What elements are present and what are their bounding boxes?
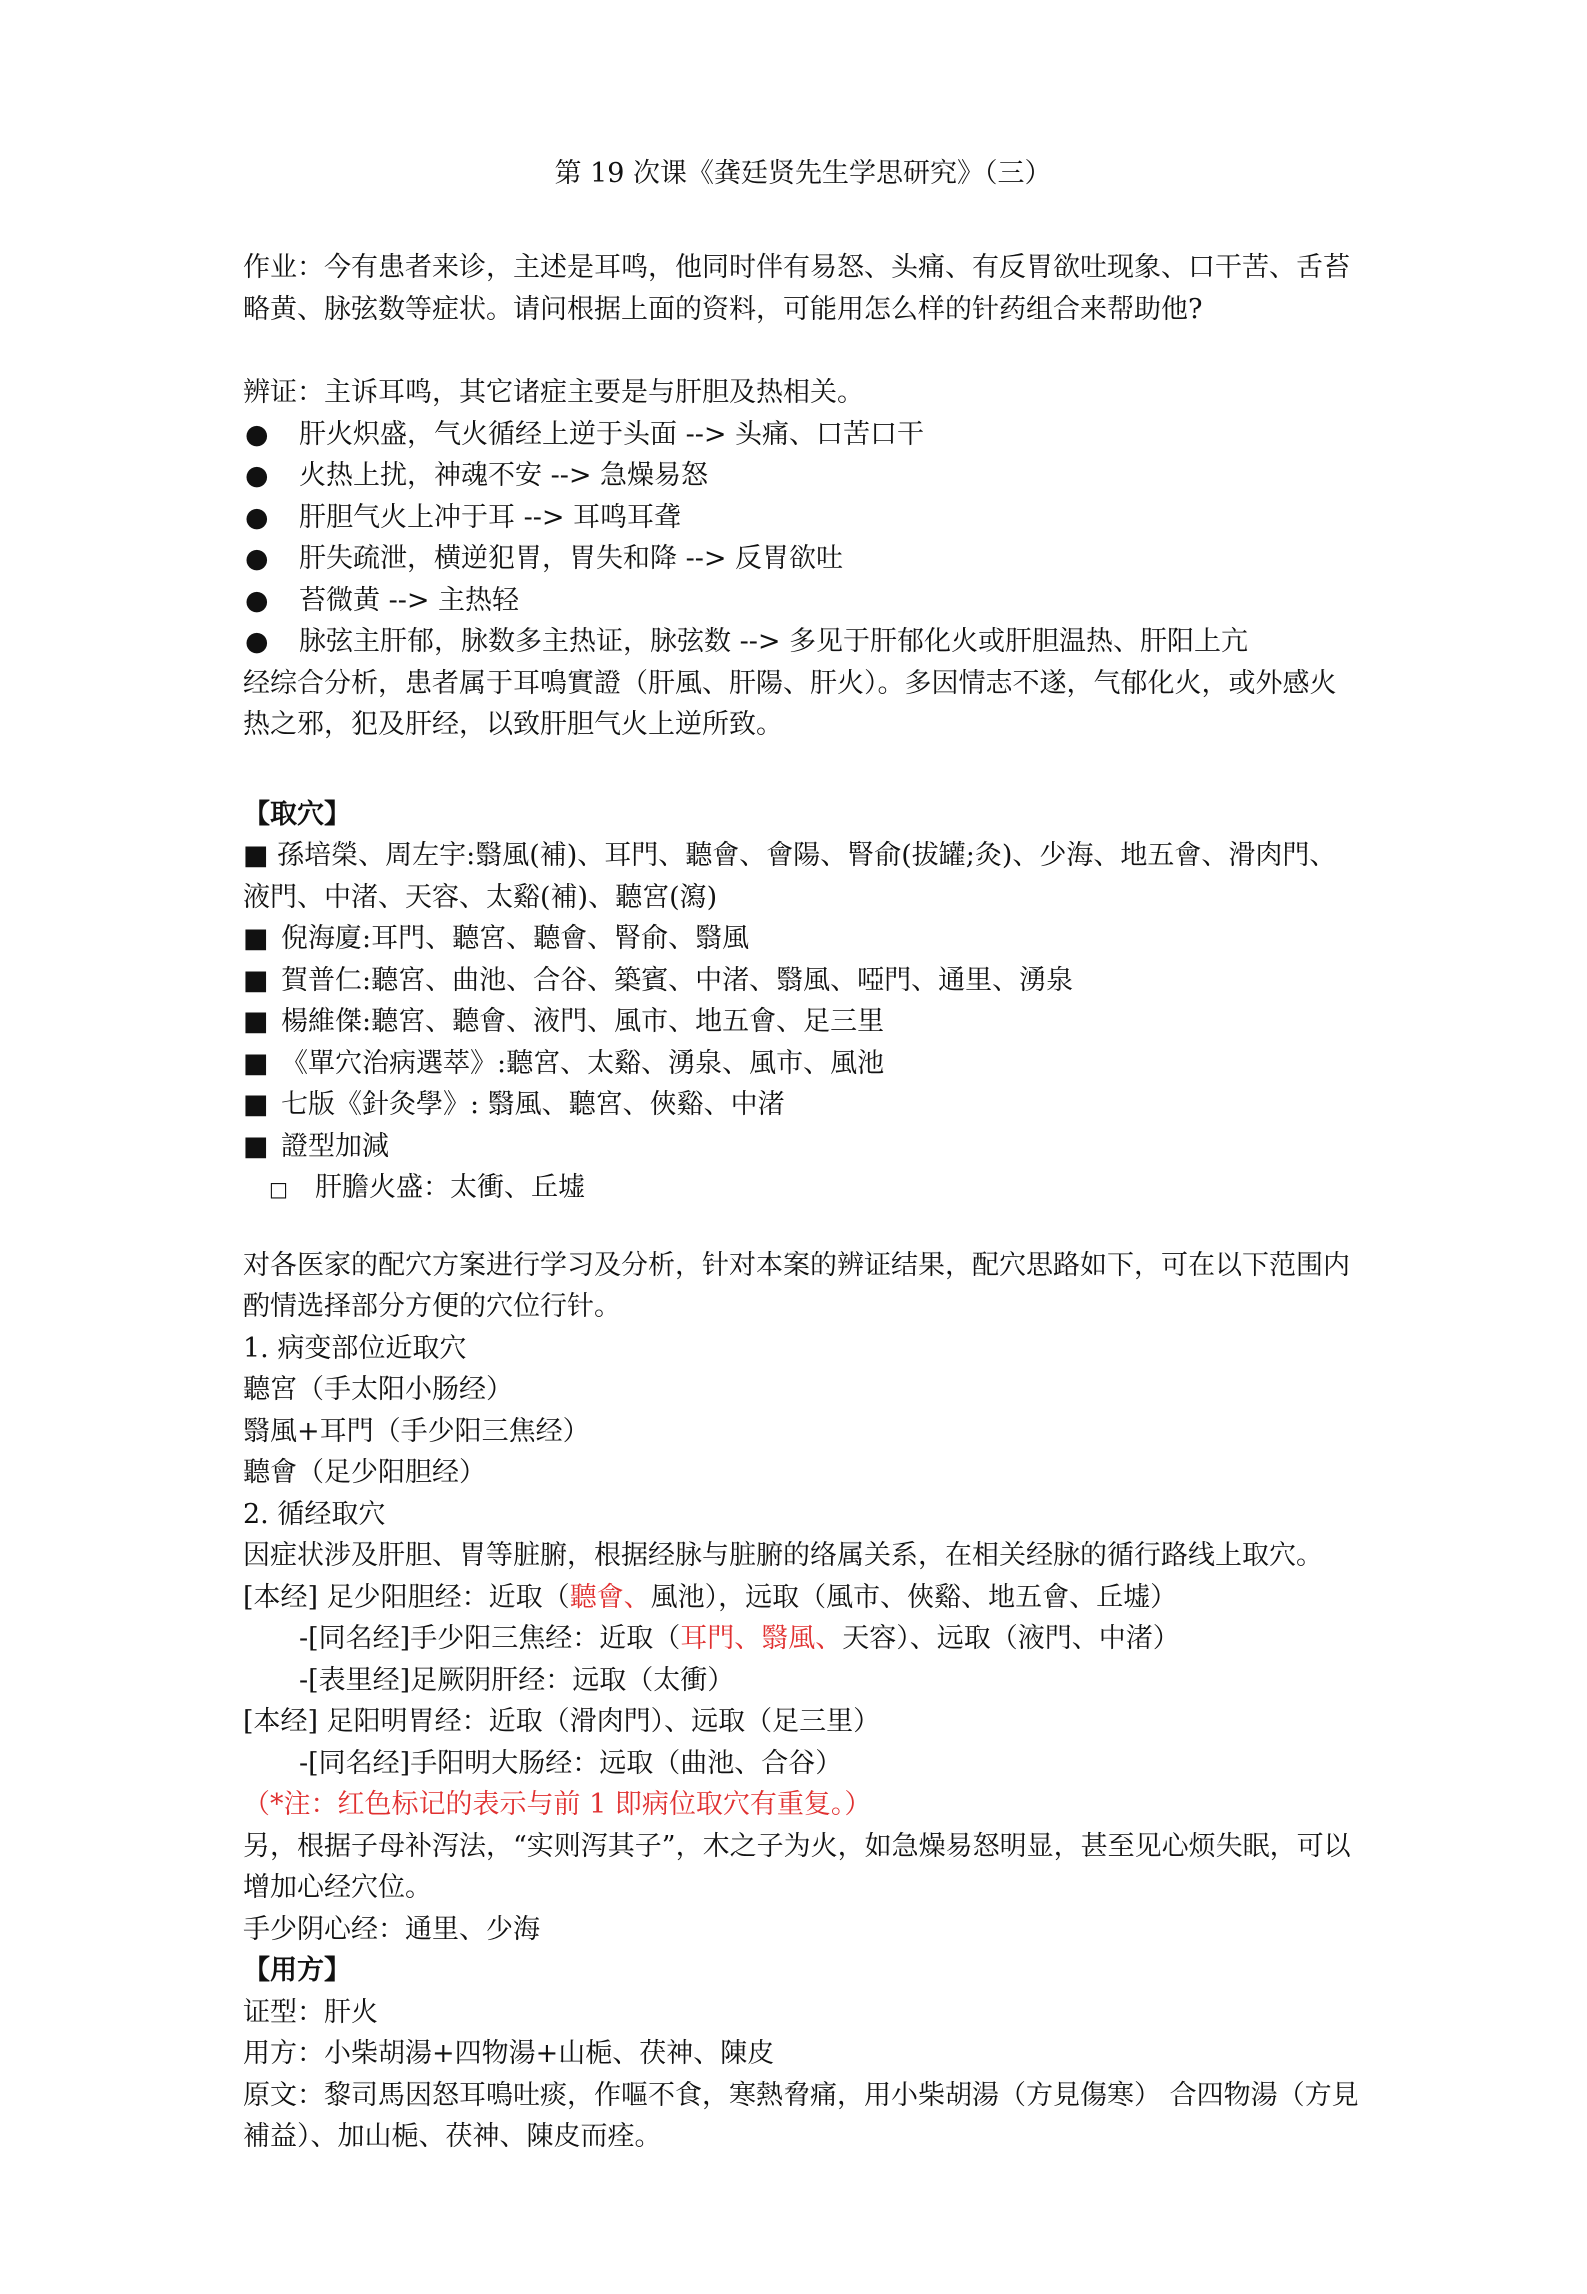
meridian-line: -[同名经]手少阳三焦经：近取（耳門、翳風、天容）、远取（液門、中渚） [299,1623,1180,1654]
acupoint-item: ■ 孫培榮、周左宇:翳風(補)、耳門、聽會、會陽、腎俞(拔罐;灸)、少海、地五會、滑肉門、液門、中渚、天容、太谿(補)、聽宮(瀉) [243,840,1337,913]
highlighted-points: 聽會、 [569,1581,651,1613]
prescription-original: 原文：黎司馬因怒耳鳴吐痰，作嘔不食，寒熱脅痛，用小柴胡湯（方見傷寒） 合四物湯（方見補益）、加山梔、茯神、陳皮而痊。 [243,2079,1359,2152]
section-1-item: 翳風+耳門（手少阳三焦经） [243,1415,590,1447]
acupoint-item: ■ 《單穴治病選萃》:聽宮、太谿、湧泉、風市、風池 [243,1043,1363,1085]
page-title: 第 19 次课《龚廷贤先生学思研究》（三） [554,158,1052,189]
extra-text: 另，根据子母补泻法，“实则泻其子”，木之子为火，如急燥易怒明显，甚至见心烦失眠，可以增加心经穴位。 [243,1830,1351,1903]
hollow-square-icon: □ [269,1177,288,1201]
bullet-icon: ● [245,418,269,450]
meridian-line: -[同名经]手阳明大肠经：远取（曲池、合谷） [299,1747,843,1779]
section-1-title: 1. 病变部位近取穴 [243,1332,467,1364]
acupoints-heading: 【取穴】 [243,798,351,830]
bullet-icon: ● [245,543,269,574]
homework-text: 作业：今有患者来诊，主述是耳鸣，他同时伴有易怒、头痛、有反胃欲吐现象、口干苦、舌苔略黄、脉弦数等症状。请问根据上面的资料，可能用怎么样的针药组合来帮助他? [243,252,1350,325]
square-bullet-icon: ■ [243,1089,269,1120]
acupoint-item: ■ 七版《針灸學》: 翳風、聽宮、俠谿、中渚 [243,1084,1363,1126]
red-note: （*注：红色标记的表示与前 1 即病位取穴有重复。） [243,1789,872,1820]
square-bullet-icon: ■ [243,1006,269,1037]
bullet-icon: ● [245,501,269,533]
square-bullet-icon: ■ [243,923,269,954]
section-1-item: 聽宮（手太阳小肠经） [243,1374,513,1405]
section-2-title: 2. 循经取穴 [243,1498,386,1530]
meridian-line: -[表里经]足厥阴肝经：远取（太衝） [299,1664,735,1696]
diagnosis-item: ● 脉弦主肝郁，脉数多主热证，脉弦数 --> 多见于肝郁化火或肝胆温热、肝阳上亢 [243,621,1363,663]
heart-meridian-line: 手少阴心经：通里、少海 [243,1913,540,1945]
section-2-desc: 因症状涉及肝胆、胃等脏腑，根据经脉与脏腑的络属关系，在相关经脉的循行路线上取穴。 [243,1540,1323,1571]
diagnosis-intro: 辨证：主诉耳鸣，其它诸症主要是与肝胆及热相关。 [243,377,864,408]
bullet-icon: ● [245,460,269,491]
diagnosis-item: ● 苔微黄 --> 主热轻 [243,580,1363,622]
diagnosis-item: ● 肝失疏泄，横逆犯胃，胃失和降 --> 反胃欲吐 [243,538,1363,580]
acupoint-subitem: □ 肝膽火盛：太衝、丘墟 [243,1167,1363,1211]
square-bullet-icon: ■ [243,1047,269,1079]
diagnosis-item: ● 肝胆气火上冲于耳 --> 耳鸣耳聋 [243,497,1363,539]
bullet-icon: ● [245,584,269,616]
bullet-icon: ● [245,626,269,657]
prescription-type: 证型：肝火 [243,1996,378,2028]
acupoint-item: ■ 賀普仁:聽宮、曲池、合谷、築賓、中渚、翳風、啞門、通里、湧泉 [243,960,1363,1002]
acupoint-item: ■ 證型加減 [243,1126,1363,1168]
meridian-line: [本经] 足阳明胃经：近取（滑肉門）、远取（足三里） [243,1706,881,1737]
square-bullet-icon: ■ [243,840,269,871]
prescription-formula: 用方：小柴胡湯+四物湯+山梔、茯神、陳皮 [243,2038,775,2069]
diagnosis-item: ● 肝火炽盛，气火循经上逆于头面 --> 头痛、口苦口干 [243,414,1363,456]
diagnosis-item: ● 火热上扰，神魂不安 --> 急燥易怒 [243,455,1363,497]
acupoint-item: ■ 倪海廈:耳門、聽宮、聽會、腎俞、翳風 [243,918,1363,960]
square-bullet-icon: ■ [243,1130,269,1162]
analysis-intro: 对各医家的配穴方案进行学习及分析，针对本案的辨证结果，配穴思路如下，可在以下范围内酌情选择部分方便的穴位行针。 [243,1249,1350,1322]
document-body [243,149,1363,2158]
meridian-line: [本经] 足少阳胆经：近取（聽會、風池），远取（風市、俠谿、地五會、丘墟） [243,1581,1178,1613]
section-1-item: 聽會（足少阳胆经） [243,1457,486,1488]
highlighted-points: 耳門、翳風、 [680,1623,843,1654]
acupoint-item: ■ 楊維傑:聽宮、聽會、液門、風市、地五會、足三里 [243,1001,1363,1043]
square-bullet-icon: ■ [243,964,269,996]
prescription-heading: 【用方】 [243,1955,351,1986]
diagnosis-summary: 经综合分析，患者属于耳鳴實證（肝風、肝陽、肝火）。多因情志不遂，气郁化火，或外感火热之邪，犯及肝经，以致肝胆气火上逆所致。 [243,667,1337,740]
